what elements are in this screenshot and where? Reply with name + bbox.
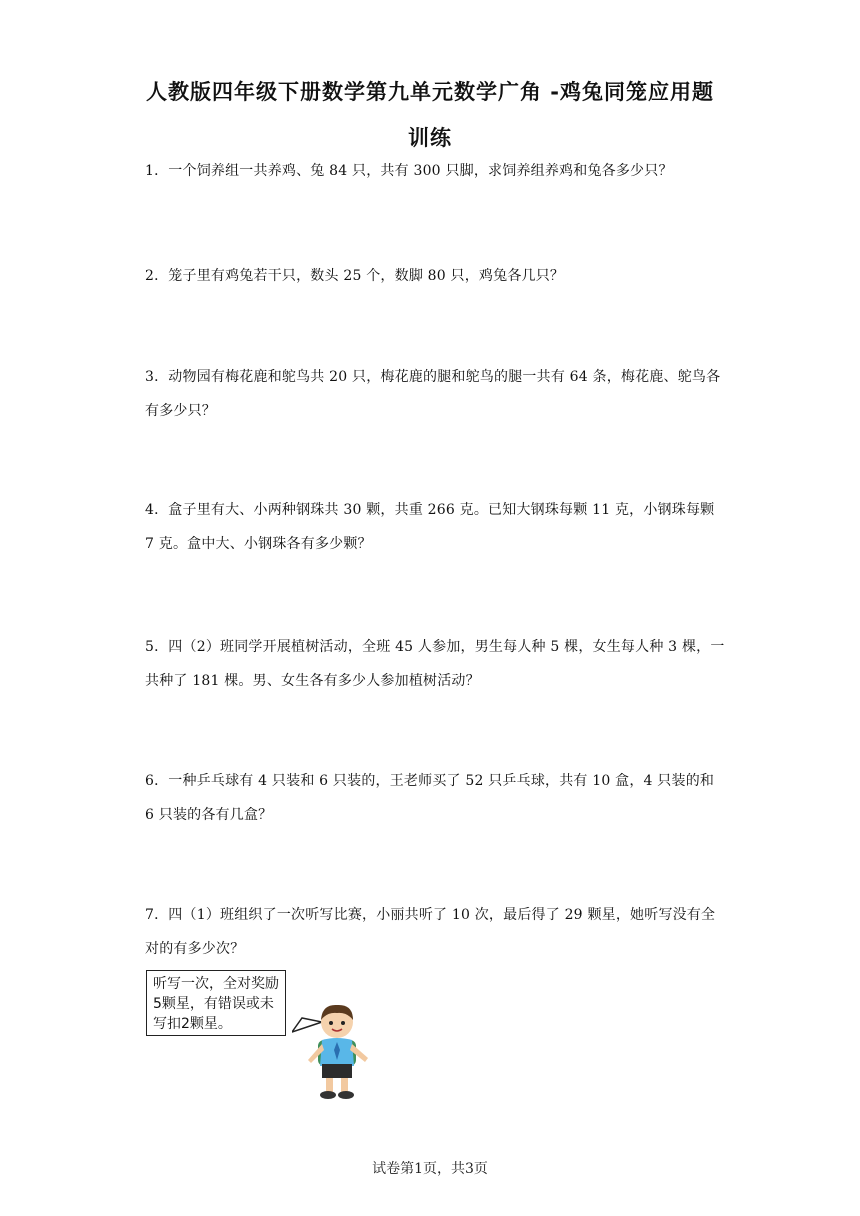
speech-bubble-tail — [292, 1018, 322, 1032]
question-1: 1．一个饲养组一共养鸡、兔 84 只，共有 300 只脚，求饲养组养鸡和兔各多少只？ — [145, 163, 673, 179]
question-3: 3．动物园有梅花鹿和鸵鸟共 20 只，梅花鹿的腿和鸵鸟的腿一共有 64 条，梅花鹿、鸵鸟各有多少只？ — [145, 369, 721, 419]
left-eye — [329, 1021, 333, 1025]
right-shoe — [338, 1091, 354, 1099]
right-eye — [341, 1021, 345, 1025]
question-6: 6．一种乒乓球有 4 只装和 6 只装的，王老师买了 52 只乒乓球，共有 10 盒，4 只装的和 6 只装的各有几盒？ — [145, 773, 715, 823]
right-leg — [341, 1078, 348, 1092]
question-5: 5．四（2）班同学开展植树活动，全班 45 人参加，男生每人种 5 棵，女生每人种 3 棵，一共种了 181 棵。男、女生各有多少人参加植树活动？ — [145, 639, 725, 689]
document-title-line2: 训练 — [408, 126, 452, 150]
question-4: 4．盒子里有大、小两种钢珠共 30 颗，共重 266 克。已知大钢珠每颗 11 克，小钢珠每颗 7 克。盒中大、小钢珠各有多少颗？ — [145, 502, 715, 552]
left-leg — [326, 1078, 333, 1092]
document-title-line1: 人教版四年级下册数学第九单元数学广角 -鸡兔同笼应用题 — [145, 80, 715, 104]
speech-bubble-text: 听写一次，全对奖励5颗星，有错误或未写扣2颗星。 — [153, 976, 279, 1032]
question-7: 7．四（1）班组织了一次听写比赛，小丽共听了 10 次，最后得了 29 颗星，她听写没有全对的有多少次？ — [145, 907, 716, 957]
speech-bubble — [146, 970, 286, 1036]
shorts — [322, 1064, 352, 1078]
left-shoe — [320, 1091, 336, 1099]
boy-illustration — [292, 1000, 384, 1100]
question-2: 2．笼子里有鸡兔若干只，数头 25 个，数脚 80 只，鸡兔各几只？ — [145, 268, 565, 284]
page-footer: 试卷第1页，共3页 — [372, 1161, 488, 1177]
